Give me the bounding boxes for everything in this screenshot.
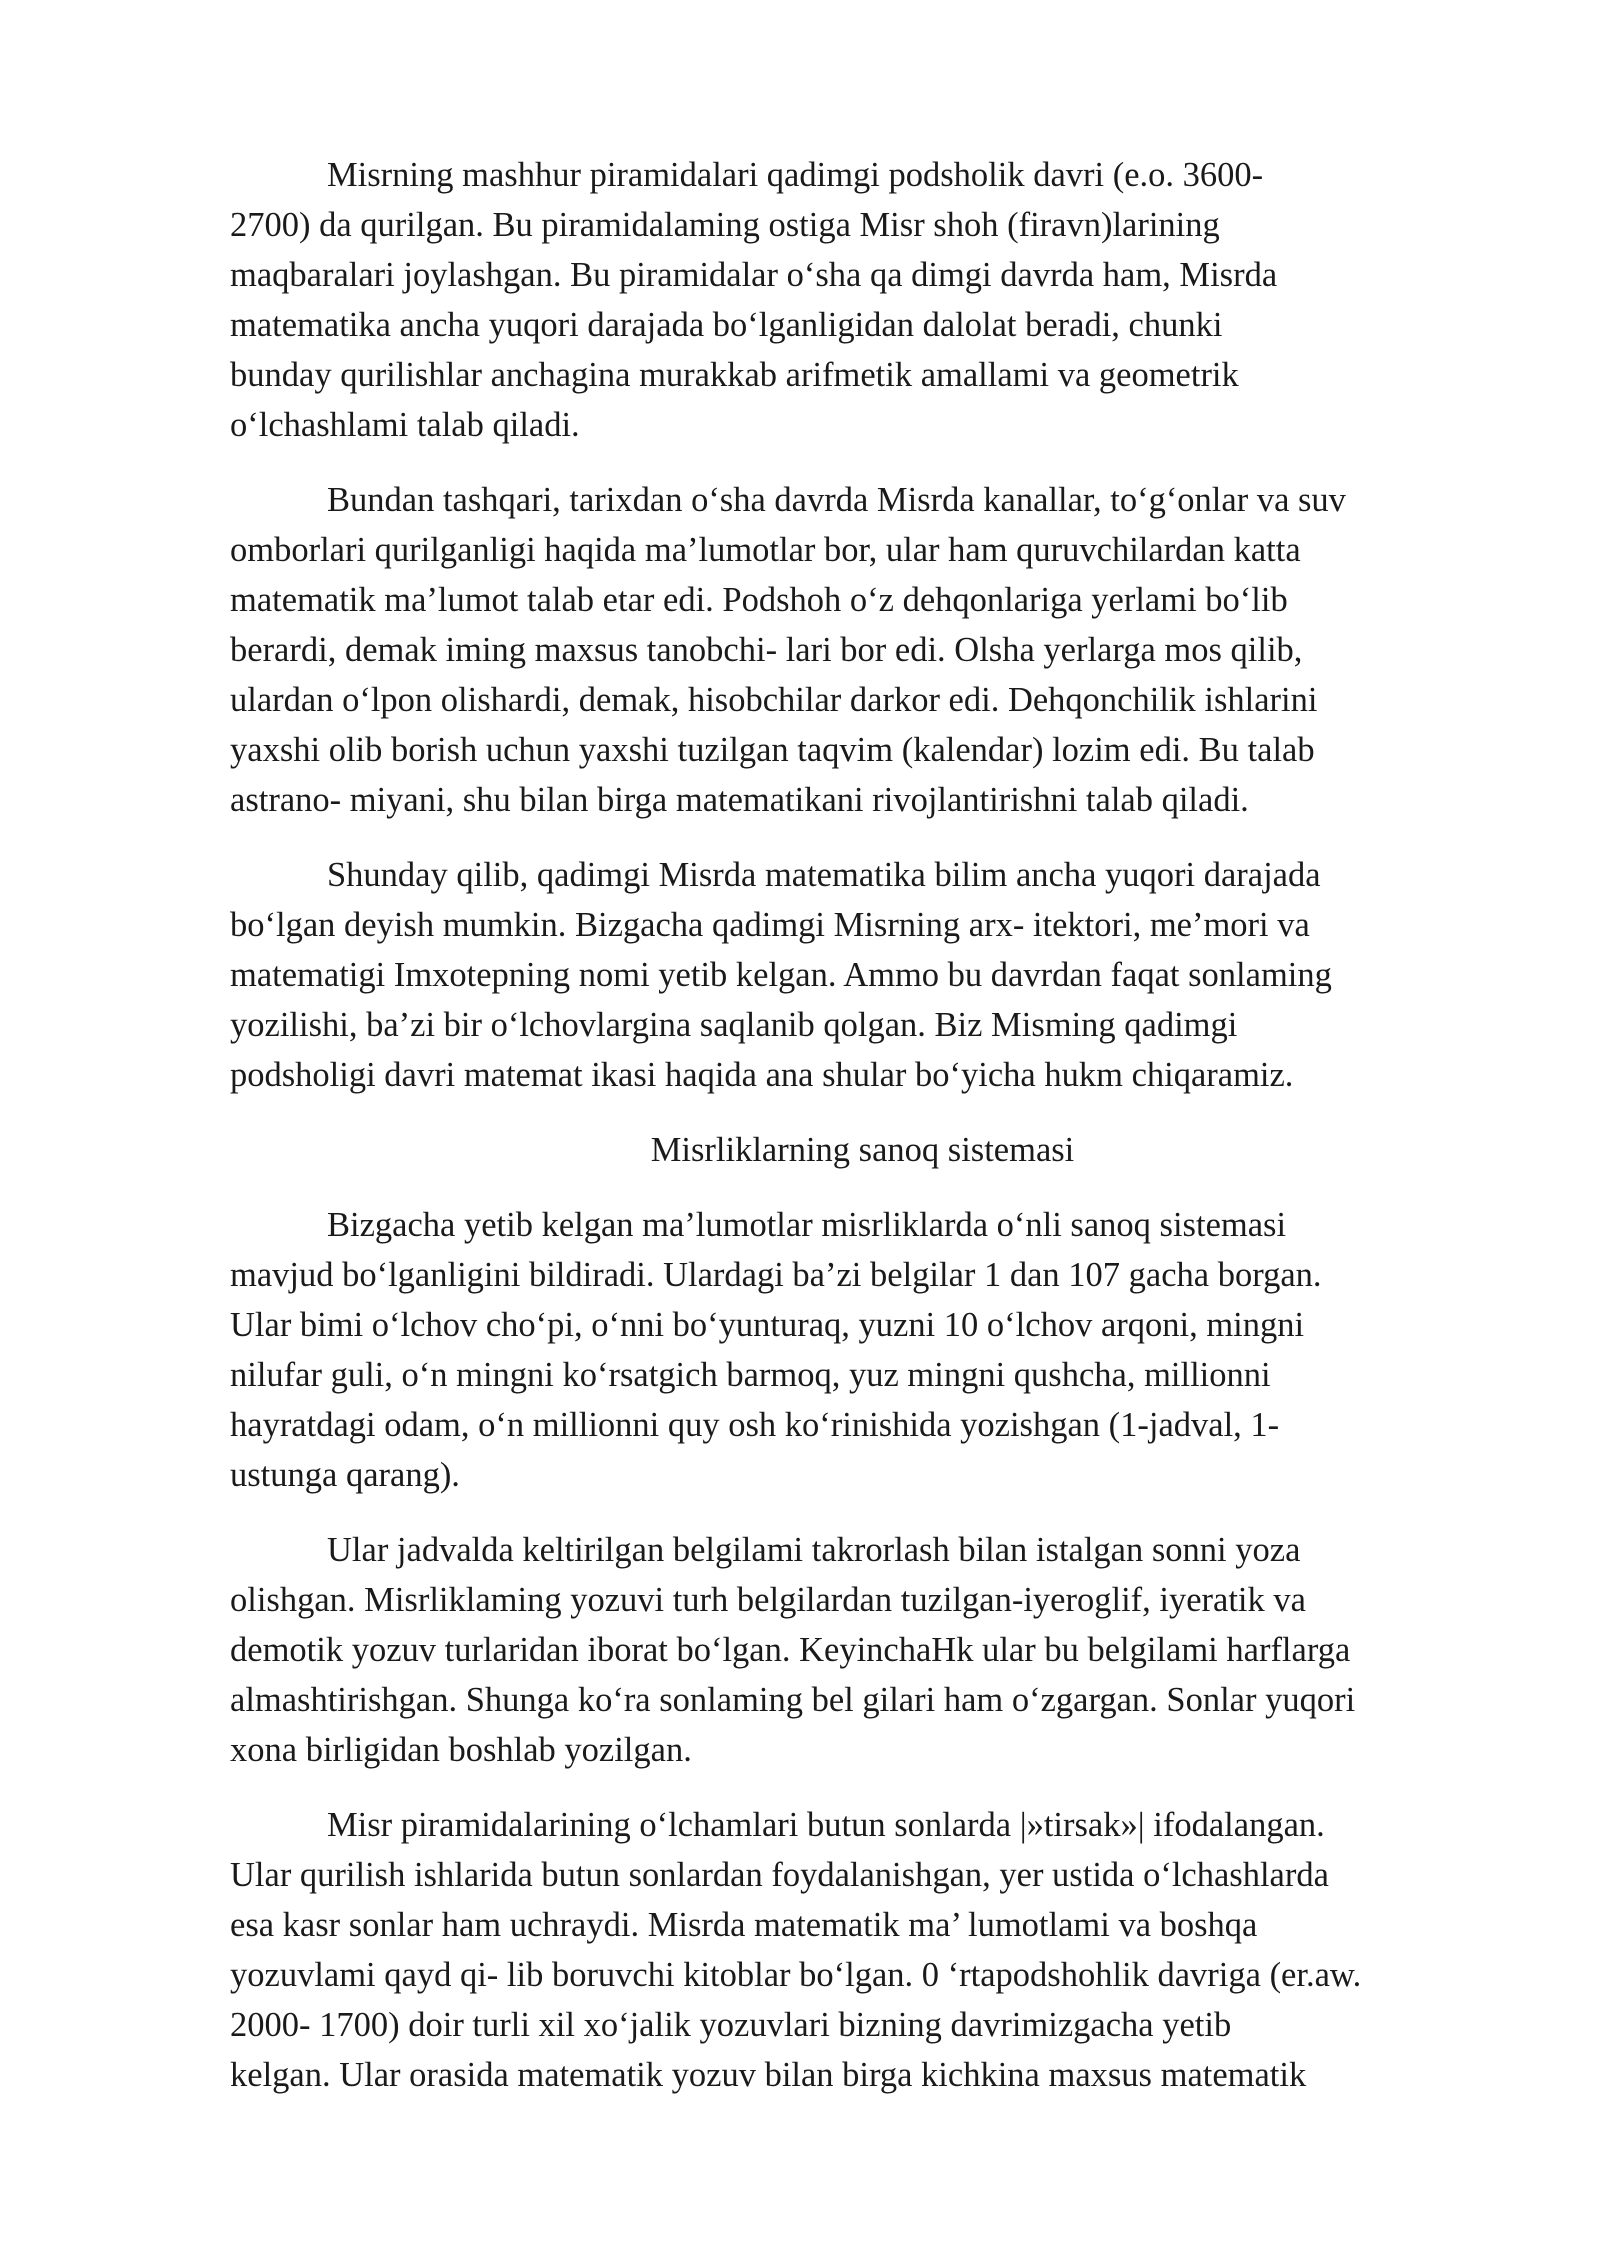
- text-line: mavjud bo‘lganligini bildiradi. Ulardagi ba’zi belgilar 1 dan 107 gacha borgan.: [230, 1256, 1322, 1294]
- text-line: matematik ma’lumot talab etar edi. Podshoh o‘z dehqonlariga yerlami bo‘lib: [230, 581, 1288, 619]
- paragraph-conclusion: [230, 850, 1495, 1100]
- text-line: esa kasr sonlar ham uchraydi. Misrda matematik ma’ lumotlami va boshqa: [230, 1906, 1258, 1944]
- text-line: Ular jadvalda keltirilgan belgilami takrorlash bilan istalgan sonni yoza: [327, 1531, 1301, 1569]
- text-line: omborlari qurilganligi haqida ma’lumotlar bor, ular ham quruvchilardan katta: [230, 531, 1301, 569]
- text-line: hayratdagi odam, o‘n millionni quy osh ko‘rinishida yozishgan (1-jadval, 1-: [230, 1406, 1280, 1444]
- text-line: bunday qurilishlar anchagina murakkab arifmetik amallami va geometrik: [230, 356, 1239, 394]
- text-line: 2000- 1700) doir turli xil xo‘jalik yozuvlari bizning davrimizgacha yetib: [230, 2006, 1232, 2044]
- text-line: nilufar guli, o‘n mingni ko‘rsatgich barmoq, yuz mingni qushcha, millionni: [230, 1356, 1271, 1394]
- text-line: Misr piramidalarining o‘lchamlari butun sonlarda |»tirsak»| ifodalangan.: [327, 1806, 1325, 1844]
- text-line: yozuvlami qayd qi- lib boruvchi kitoblar bo‘lgan. 0 ‘rtapodshohlik davriga (er.aw.: [230, 1956, 1362, 1994]
- text-line: o‘lchashlami talab qiladi.: [230, 406, 580, 444]
- text-line: matematigi Imxotepning nomi yetib kelgan. Ammo bu davrdan faqat sonlaming: [230, 956, 1332, 994]
- text-line: Shunday qilib, qadimgi Misrda matematika bilim ancha yuqori darajada: [327, 856, 1321, 894]
- text-line: ulardan o‘lpon olishardi, demak, hisobchilar darkor edi. Dehqonchilik ishlarini: [230, 681, 1318, 719]
- section-heading: Misrliklarning sanoq sistemasi: [650, 1131, 1075, 1169]
- document-page: [230, 150, 1495, 2125]
- paragraph-pyramids: [230, 150, 1495, 450]
- text-line: yozilishi, ba’zi bir o‘lchovlargina saqlanib qolgan. Biz Misming qadimgi: [230, 1006, 1238, 1044]
- text-line: Bizgacha yetib kelgan ma’lumotlar misrliklarda o‘nli sanoq sistemasi: [327, 1206, 1287, 1244]
- text-line: demotik yozuv turlaridan iborat bo‘lgan. KeyinchaHk ular bu belgilami harflarga: [230, 1631, 1351, 1669]
- paragraph-measurements: [230, 1800, 1495, 2100]
- text-line: Ular qurilish ishlarida butun sonlardan foydalanishgan, yer ustida o‘lchashlarda: [230, 1856, 1329, 1894]
- text-line: podsholigi davri matemat ikasi haqida ana shular bo‘yicha hukm chiqaramiz.: [230, 1056, 1294, 1094]
- text-line: kelgan. Ular orasida matematik yozuv bilan birga kichkina maxsus matematik: [230, 2056, 1307, 2094]
- text-line: olishgan. Misrliklaming yozuvi turh belgilardan tuzilgan-iyeroglif, iyeratik va: [230, 1581, 1306, 1619]
- text-line: astrano- miyani, shu bilan birga matematikani rivojlantirishni talab qiladi.: [230, 781, 1249, 819]
- text-line: yaxshi olib borish uchun yaxshi tuzilgan taqvim (kalendar) lozim edi. Bu talab: [230, 731, 1315, 769]
- text-line: Bundan tashqari, tarixdan o‘sha davrda Misrda kanallar, to‘g‘onlar va suv: [327, 481, 1346, 519]
- text-line: Ular bimi o‘lchov cho‘pi, o‘nni bo‘yunturaq, yuzni 10 o‘lchov arqoni, mingni: [230, 1306, 1305, 1344]
- text-line: almashtirishgan. Shunga ko‘ra sonlaming bel gilari ham o‘zgargan. Sonlar yuqori: [230, 1681, 1356, 1719]
- text-line: matematika ancha yuqori darajada bo‘lganligidan dalolat beradi, chunki: [230, 306, 1223, 344]
- paragraph-canals: [230, 475, 1495, 825]
- text-line: xona birligidan boshlab yozilgan.: [230, 1731, 692, 1769]
- text-line: Misrning mashhur piramidalari qadimgi podsholik davri (e.o. 3600-: [327, 156, 1264, 194]
- paragraph-number-system: [230, 1200, 1495, 1500]
- text-line: berardi, demak iming maxsus tanobchi- lari bor edi. Olsha yerlarga mos qilib,: [230, 631, 1303, 669]
- text-line: maqbaralari joylashgan. Bu piramidalar o‘sha qa dimgi davrda ham, Misrda: [230, 256, 1278, 294]
- paragraph-writing: [230, 1525, 1495, 1775]
- text-line: bo‘lgan deyish mumkin. Bizgacha qadimgi Misrning arx- itektori, me’mori va: [230, 906, 1310, 944]
- text-line: 2700) da qurilgan. Bu piramidalaming ostiga Misr shoh (firavn)larining: [230, 206, 1220, 244]
- text-line: ustunga qarang).: [230, 1456, 460, 1494]
